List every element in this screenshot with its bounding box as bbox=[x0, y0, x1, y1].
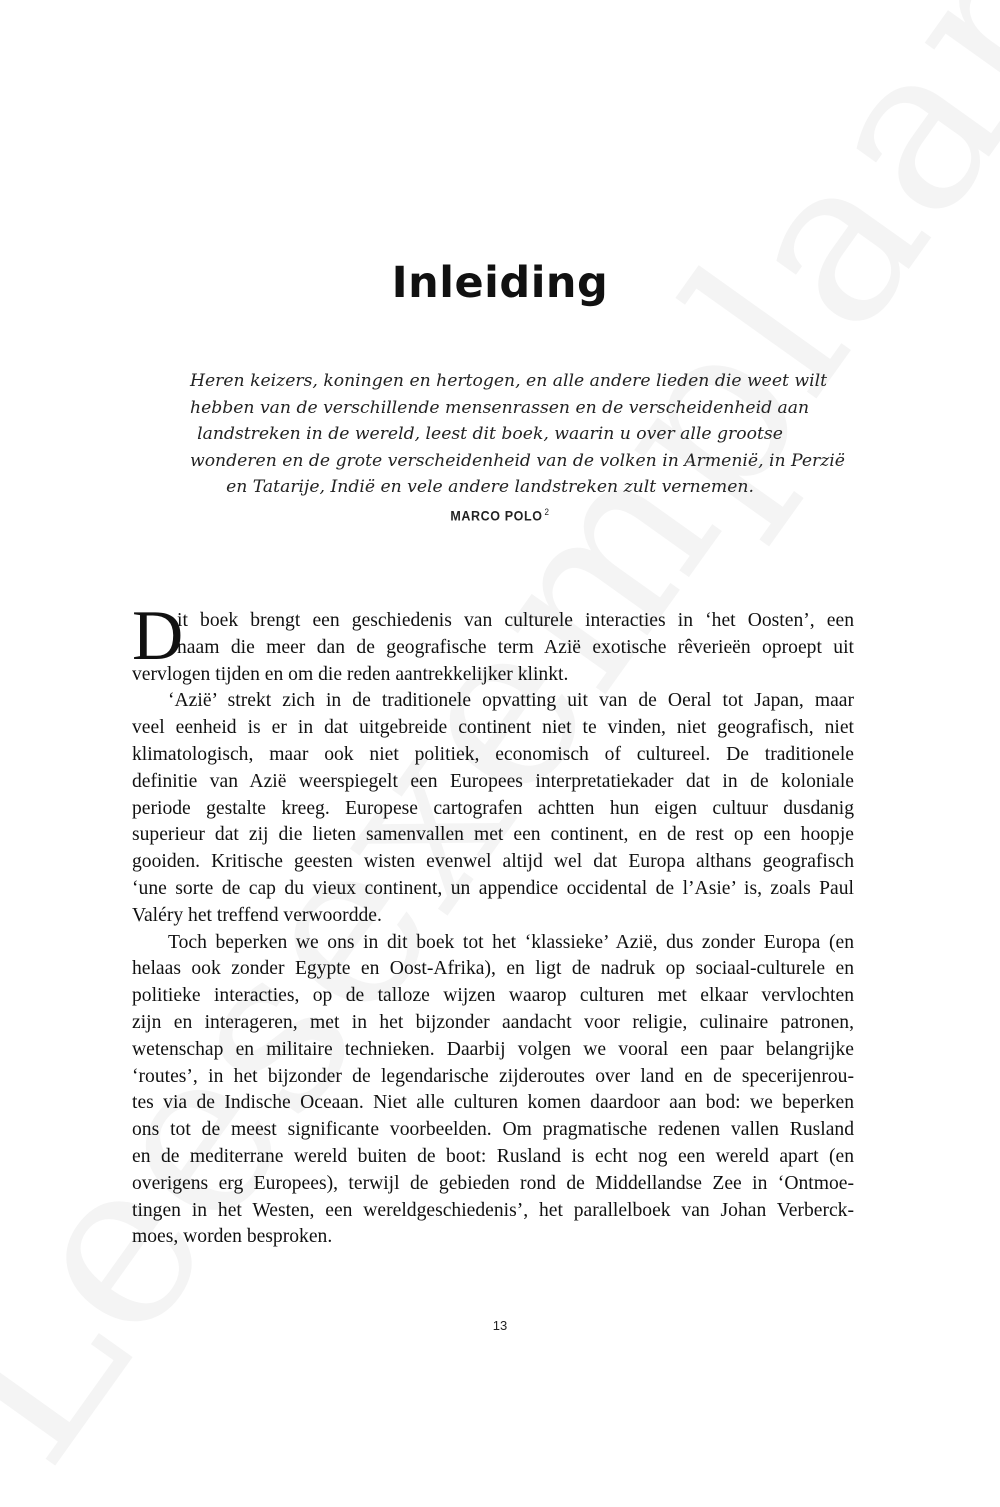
paragraph bbox=[132, 608, 854, 662]
text-line: tingen in het Westen, een wereldgeschiedenis’, het parallelboek van Johan Verberck- bbox=[132, 1199, 854, 1221]
drop-cap: D bbox=[132, 597, 184, 675]
text-line: vervlogen tijden en om die reden aantrekkelijker klinkt. bbox=[132, 663, 569, 685]
page-number: 13 bbox=[492, 1318, 508, 1333]
text-line: ‘routes’, in het bijzonder de legendarische zijderoutes over land en de specerijenrou- bbox=[132, 1065, 854, 1087]
text-line: ‘Azië’ strekt zich in de traditionele opvatting uit van de Oeral tot Japan, maar bbox=[168, 690, 854, 712]
text-line: ‘une sorte de cap du vieux continent, un appendice occidental de l’Asie’ is, zoals Paul bbox=[132, 877, 854, 899]
text-line: it boek brengt een geschiedenis van culturele interacties in ‘het Oosten’, een bbox=[177, 610, 854, 631]
text-line: klimatologisch, maar ook niet politiek, economisch of cultureel. De traditionele bbox=[132, 743, 854, 765]
epigraph-line: Heren keizers, koningen en hertogen, en alle andere lieden die weet wilt bbox=[190, 371, 828, 391]
text-line: superieur dat zij die lieten samenvallen met een continent, en de rest op een hoopje bbox=[132, 824, 854, 846]
epigraph bbox=[190, 368, 845, 501]
text-line: Toch beperken we ons in dit boek tot het ‘klassieke’ Azië, dus zonder Europa (en bbox=[168, 931, 854, 953]
epigraph-line: hebben van de verschillende mensenrassen en de verscheidenheid aan bbox=[190, 397, 810, 418]
text-line: veel eenheid is er in dat uitgebreide continent niet te vinden, niet geografisch, niet bbox=[132, 717, 854, 739]
epigraph-line: en Tatarije, Indië en vele andere landstreken zult vernemen. bbox=[226, 477, 754, 497]
text-line: ons tot de meest significante voorbeelden. Om pragmatische redenen vallen Rusland bbox=[132, 1119, 854, 1141]
text-line: Valéry het treffend verwoordde. bbox=[132, 904, 382, 926]
text-line: helaas ook zonder Egypte en Oost-Afrika), en ligt de nadruk op sociaal-culturele en bbox=[132, 958, 854, 980]
text-line: naam die meer dan de geografische term Azië exotische rêverieën oproept uit bbox=[177, 636, 854, 658]
paragraph-continuation bbox=[132, 662, 854, 689]
paragraph bbox=[132, 688, 854, 929]
body-text bbox=[132, 608, 854, 1251]
epigraph-line: landstreken in de wereld, leest dit boek, waarin u over alle grootse bbox=[197, 424, 783, 444]
text-line: zijn en interageren, met in het bijzonder aandacht voor religie, culinaire patronen, bbox=[132, 1011, 854, 1033]
text-line: definitie van Azië weerspiegelt een Europees interpretatiekader dat in de koloniale bbox=[132, 770, 854, 792]
text-line: politieke interacties, op de talloze wijzen waarop culturen met elkaar vervlochten bbox=[132, 985, 854, 1007]
epigraph-attribution bbox=[0, 507, 1000, 524]
epigraph-author: MARCO POLO bbox=[450, 508, 543, 524]
chapter-title: Inleiding bbox=[391, 258, 609, 308]
text-line: gooiden. Kritische geesten wisten evenwel altijd wel dat Europa althans geografisch bbox=[132, 851, 854, 873]
footnote-reference: 2 bbox=[544, 507, 550, 518]
text-line: overigens erg Europees), terwijl de gebieden rond de Middellandse Zee in ‘Ontmoe- bbox=[132, 1172, 854, 1194]
text-line: moes, worden besproken. bbox=[132, 1226, 333, 1248]
text-line: wetenschap en militaire technieken. Daarbij volgen we vooral een paar belangrijke bbox=[132, 1038, 854, 1060]
text-line: periode gestalte kreeg. Europese cartografen achtten hun eigen cultuur dusdanig bbox=[132, 797, 854, 819]
epigraph-line: wonderen en de grote verscheidenheid van de volken in Armenië, in Perzië bbox=[190, 450, 845, 471]
text-line: tes via de Indische Oceaan. Niet alle culturen komen daardoor aan bod: we beperken bbox=[132, 1092, 854, 1114]
paragraph bbox=[132, 930, 854, 1252]
text-line: en de mediterrane wereld buiten de boot: Rusland is echt nog een wereld apart (en bbox=[132, 1145, 854, 1167]
